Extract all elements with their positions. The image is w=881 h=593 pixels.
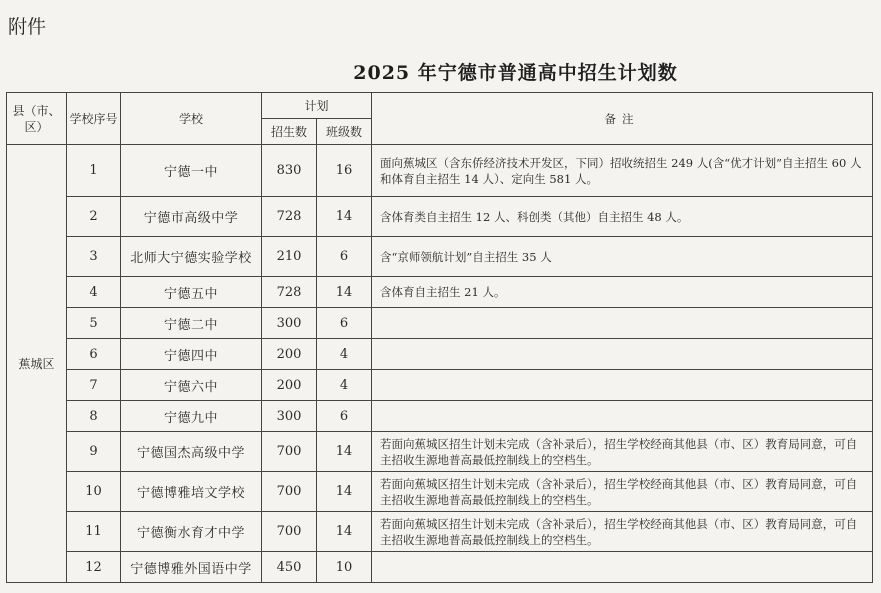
- classes-cell: 6: [317, 401, 372, 432]
- remark-cell: 若面向蕉城区招生计划未完成（含补录后），招生学校经商其他县（市、区）教育局同意，可自主招收生源地普高最低控制线上的空档生。: [372, 472, 873, 512]
- remark-cell: [372, 401, 873, 432]
- header-county: 县（市、区）: [7, 93, 67, 145]
- seq-cell: 11: [67, 512, 121, 552]
- remark-cell: [372, 370, 873, 401]
- enroll-cell: 210: [262, 237, 317, 277]
- table-row: [7, 308, 873, 339]
- school-cell: 宁德四中: [121, 339, 262, 370]
- header-enroll: 招生数: [262, 119, 317, 145]
- seq-cell: 9: [67, 432, 121, 472]
- table-row: [7, 339, 873, 370]
- county-cell: 蕉城区: [7, 145, 67, 583]
- table-row: [7, 472, 873, 512]
- enroll-cell: 300: [262, 401, 317, 432]
- remark-cell: [372, 339, 873, 370]
- enroll-cell: 450: [262, 552, 317, 583]
- seq-cell: 6: [67, 339, 121, 370]
- remark-cell: 含体育类自主招生 12 人、科创类（其他）自主招生 48 人。: [372, 197, 873, 237]
- remark-cell: 面向蕉城区（含东侨经济技术开发区，下同）招收统招生 249 人(含“优才计划”自主招生 60 人和体育自主招生 14 人）、定向生 581 人。: [372, 145, 873, 197]
- enroll-cell: 300: [262, 308, 317, 339]
- header-school: 学校: [121, 93, 262, 145]
- seq-cell: 4: [67, 277, 121, 308]
- seq-cell: 8: [67, 401, 121, 432]
- enroll-cell: 728: [262, 277, 317, 308]
- classes-cell: 14: [317, 277, 372, 308]
- classes-cell: 14: [317, 472, 372, 512]
- enrollment-table: [6, 92, 873, 583]
- school-cell: 宁德九中: [121, 401, 262, 432]
- school-cell: 北师大宁德实验学校: [121, 237, 262, 277]
- classes-cell: 4: [317, 370, 372, 401]
- classes-cell: 4: [317, 339, 372, 370]
- table-row: [7, 512, 873, 552]
- classes-cell: 16: [317, 145, 372, 197]
- seq-cell: 10: [67, 472, 121, 512]
- school-cell: 宁德博雅外国语中学: [121, 552, 262, 583]
- table-row: [7, 277, 873, 308]
- remark-cell: 含“京师领航计划”自主招生 35 人: [372, 237, 873, 277]
- page-title: 2025 年宁德市普通高中招生计划数: [353, 62, 678, 84]
- header-seq: 学校序号: [67, 93, 121, 145]
- school-cell: 宁德市高级中学: [121, 197, 262, 237]
- header-remark: 备注: [372, 93, 873, 145]
- remark-cell: 若面向蕉城区招生计划未完成（含补录后），招生学校经商其他县（市、区）教育局同意，可自主招收生源地普高最低控制线上的空档生。: [372, 512, 873, 552]
- school-cell: 宁德衡水育才中学: [121, 512, 262, 552]
- seq-cell: 1: [67, 145, 121, 197]
- header-classes: 班级数: [317, 119, 372, 145]
- school-cell: 宁德国杰高级中学: [121, 432, 262, 472]
- school-cell: 宁德二中: [121, 308, 262, 339]
- enroll-cell: 830: [262, 145, 317, 197]
- table-row: [7, 145, 873, 197]
- seq-cell: 12: [67, 552, 121, 583]
- classes-cell: 14: [317, 512, 372, 552]
- table-row: [7, 432, 873, 472]
- enroll-cell: 700: [262, 512, 317, 552]
- classes-cell: 10: [317, 552, 372, 583]
- seq-cell: 7: [67, 370, 121, 401]
- header-plan: 计划: [262, 93, 372, 119]
- seq-cell: 5: [67, 308, 121, 339]
- enroll-cell: 700: [262, 472, 317, 512]
- table-row: [7, 552, 873, 583]
- table-row: [7, 370, 873, 401]
- seq-cell: 3: [67, 237, 121, 277]
- seq-cell: 2: [67, 197, 121, 237]
- remark-cell: 含体育自主招生 21 人。: [372, 277, 873, 308]
- school-cell: 宁德一中: [121, 145, 262, 197]
- school-cell: 宁德五中: [121, 277, 262, 308]
- school-cell: 宁德博雅培文学校: [121, 472, 262, 512]
- enroll-cell: 200: [262, 339, 317, 370]
- table-row: [7, 197, 873, 237]
- classes-cell: 14: [317, 197, 372, 237]
- remark-cell: 若面向蕉城区招生计划未完成（含补录后），招生学校经商其他县（市、区）教育局同意，可自主招收生源地普高最低控制线上的空档生。: [372, 432, 873, 472]
- table-row: [7, 401, 873, 432]
- classes-cell: 6: [317, 237, 372, 277]
- remark-cell: [372, 308, 873, 339]
- classes-cell: 6: [317, 308, 372, 339]
- classes-cell: 14: [317, 432, 372, 472]
- attachment-label: 附件: [8, 16, 47, 38]
- enroll-cell: 200: [262, 370, 317, 401]
- table-row: [7, 237, 873, 277]
- remark-cell: [372, 552, 873, 583]
- enroll-cell: 700: [262, 432, 317, 472]
- enroll-cell: 728: [262, 197, 317, 237]
- school-cell: 宁德六中: [121, 370, 262, 401]
